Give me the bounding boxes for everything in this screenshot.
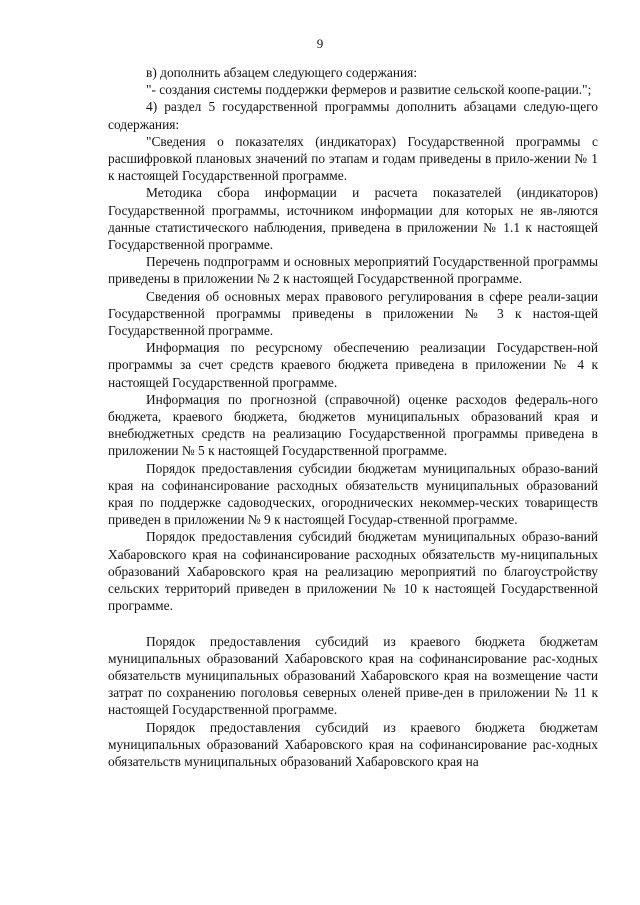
paragraph-indicators: "Сведения о показателях (индикаторах) Государственной программы с расшифровкой плановых значений по этапам и годам приведены в прило-жении № 1 к настоящей Государственной программе.	[108, 133, 598, 184]
paragraph-legal-regulation: Сведения об основных мерах правового регулирования в сфере реали-зации Государственной программы приведены в приложении № 3 к настоя-щей Государственной программе.	[108, 288, 598, 339]
paragraph-methodology: Методика сбора информации и расчета показателей (индикаторов) Государственной программы, источником информации для которых не яв-ляются данные статистического наблюдения, приведена в приложении № 1.1 к настоящей Государственной программе.	[108, 185, 598, 253]
paragraph-item-4: 4) раздел 5 государственной программы дополнить абзацами следую-щего содержания:	[108, 99, 598, 132]
paragraph-resource-support: Информация по ресурсному обеспечению реализации Государствен-ной программы за счет средств краевого бюджета приведена в приложении № 4 к настоящей Государственной программе.	[108, 340, 598, 390]
paragraph-forecast-estimate: Информация по прогнозной (справочной) оценке расходов федераль-ного бюджета, краевого бюджета, бюджетов муниципальных образований края и внебюджетных средств на реализацию Государственной программы приведена в приложении № 5 к настоящей Государственной программе.	[108, 391, 598, 459]
paragraph-gap	[108, 615, 598, 633]
paragraph-farmers-support: "- создания системы поддержки фермеров и развитие сельской коопе-рации.";	[146, 82, 592, 98]
paragraph-subprograms: Перечень подпрограмм и основных мероприятий Государственной программы приведены в приложении № 2 к настоящей Государственной программе.	[108, 254, 598, 287]
paragraph-regional-subsidy: Порядок предоставления субсидий из краевого бюджета бюджетам муниципальных образований Хабаровского края на софинансирование рас-ходных обязательств муниципальных образований Хабаровского края на	[108, 719, 598, 769]
paragraph-item-v: в) дополнить абзацем следующего содержания:	[146, 65, 418, 80]
document-body	[108, 64, 598, 770]
paragraph-rural-improvement: Порядок предоставления субсидий бюджетам муниципальных образо-ваний Хабаровского края на софинансирование расходных обязательств му-ниципальных образований Хабаровского края на реализацию мероприятий по благоустройству сельских территорий приведен в приложении № 10 к настоящей Государственной программе.	[108, 529, 598, 614]
paragraph-reindeer-subsidy: Порядок предоставления субсидий из краевого бюджета бюджетам муниципальных образований Хабаровского края на софинансирование рас-ходных обязательств муниципальных образований Хабаровского края на возмещение части затрат по сохранению поголовья северных оленей приве-ден в приложении № 11 к настоящей Государственной программе.	[108, 633, 598, 718]
page-number: 9	[316, 36, 324, 51]
paragraph-gardening-subsidy: Порядок предоставления субсидии бюджетам муниципальных образо-ваний края на софинансирование расходных обязательств муниципальных образований края по поддержке садоводческих, огороднических некоммер-ческих товариществ приведен в приложении № 9 к настоящей Государ-ственной программе.	[108, 460, 598, 528]
